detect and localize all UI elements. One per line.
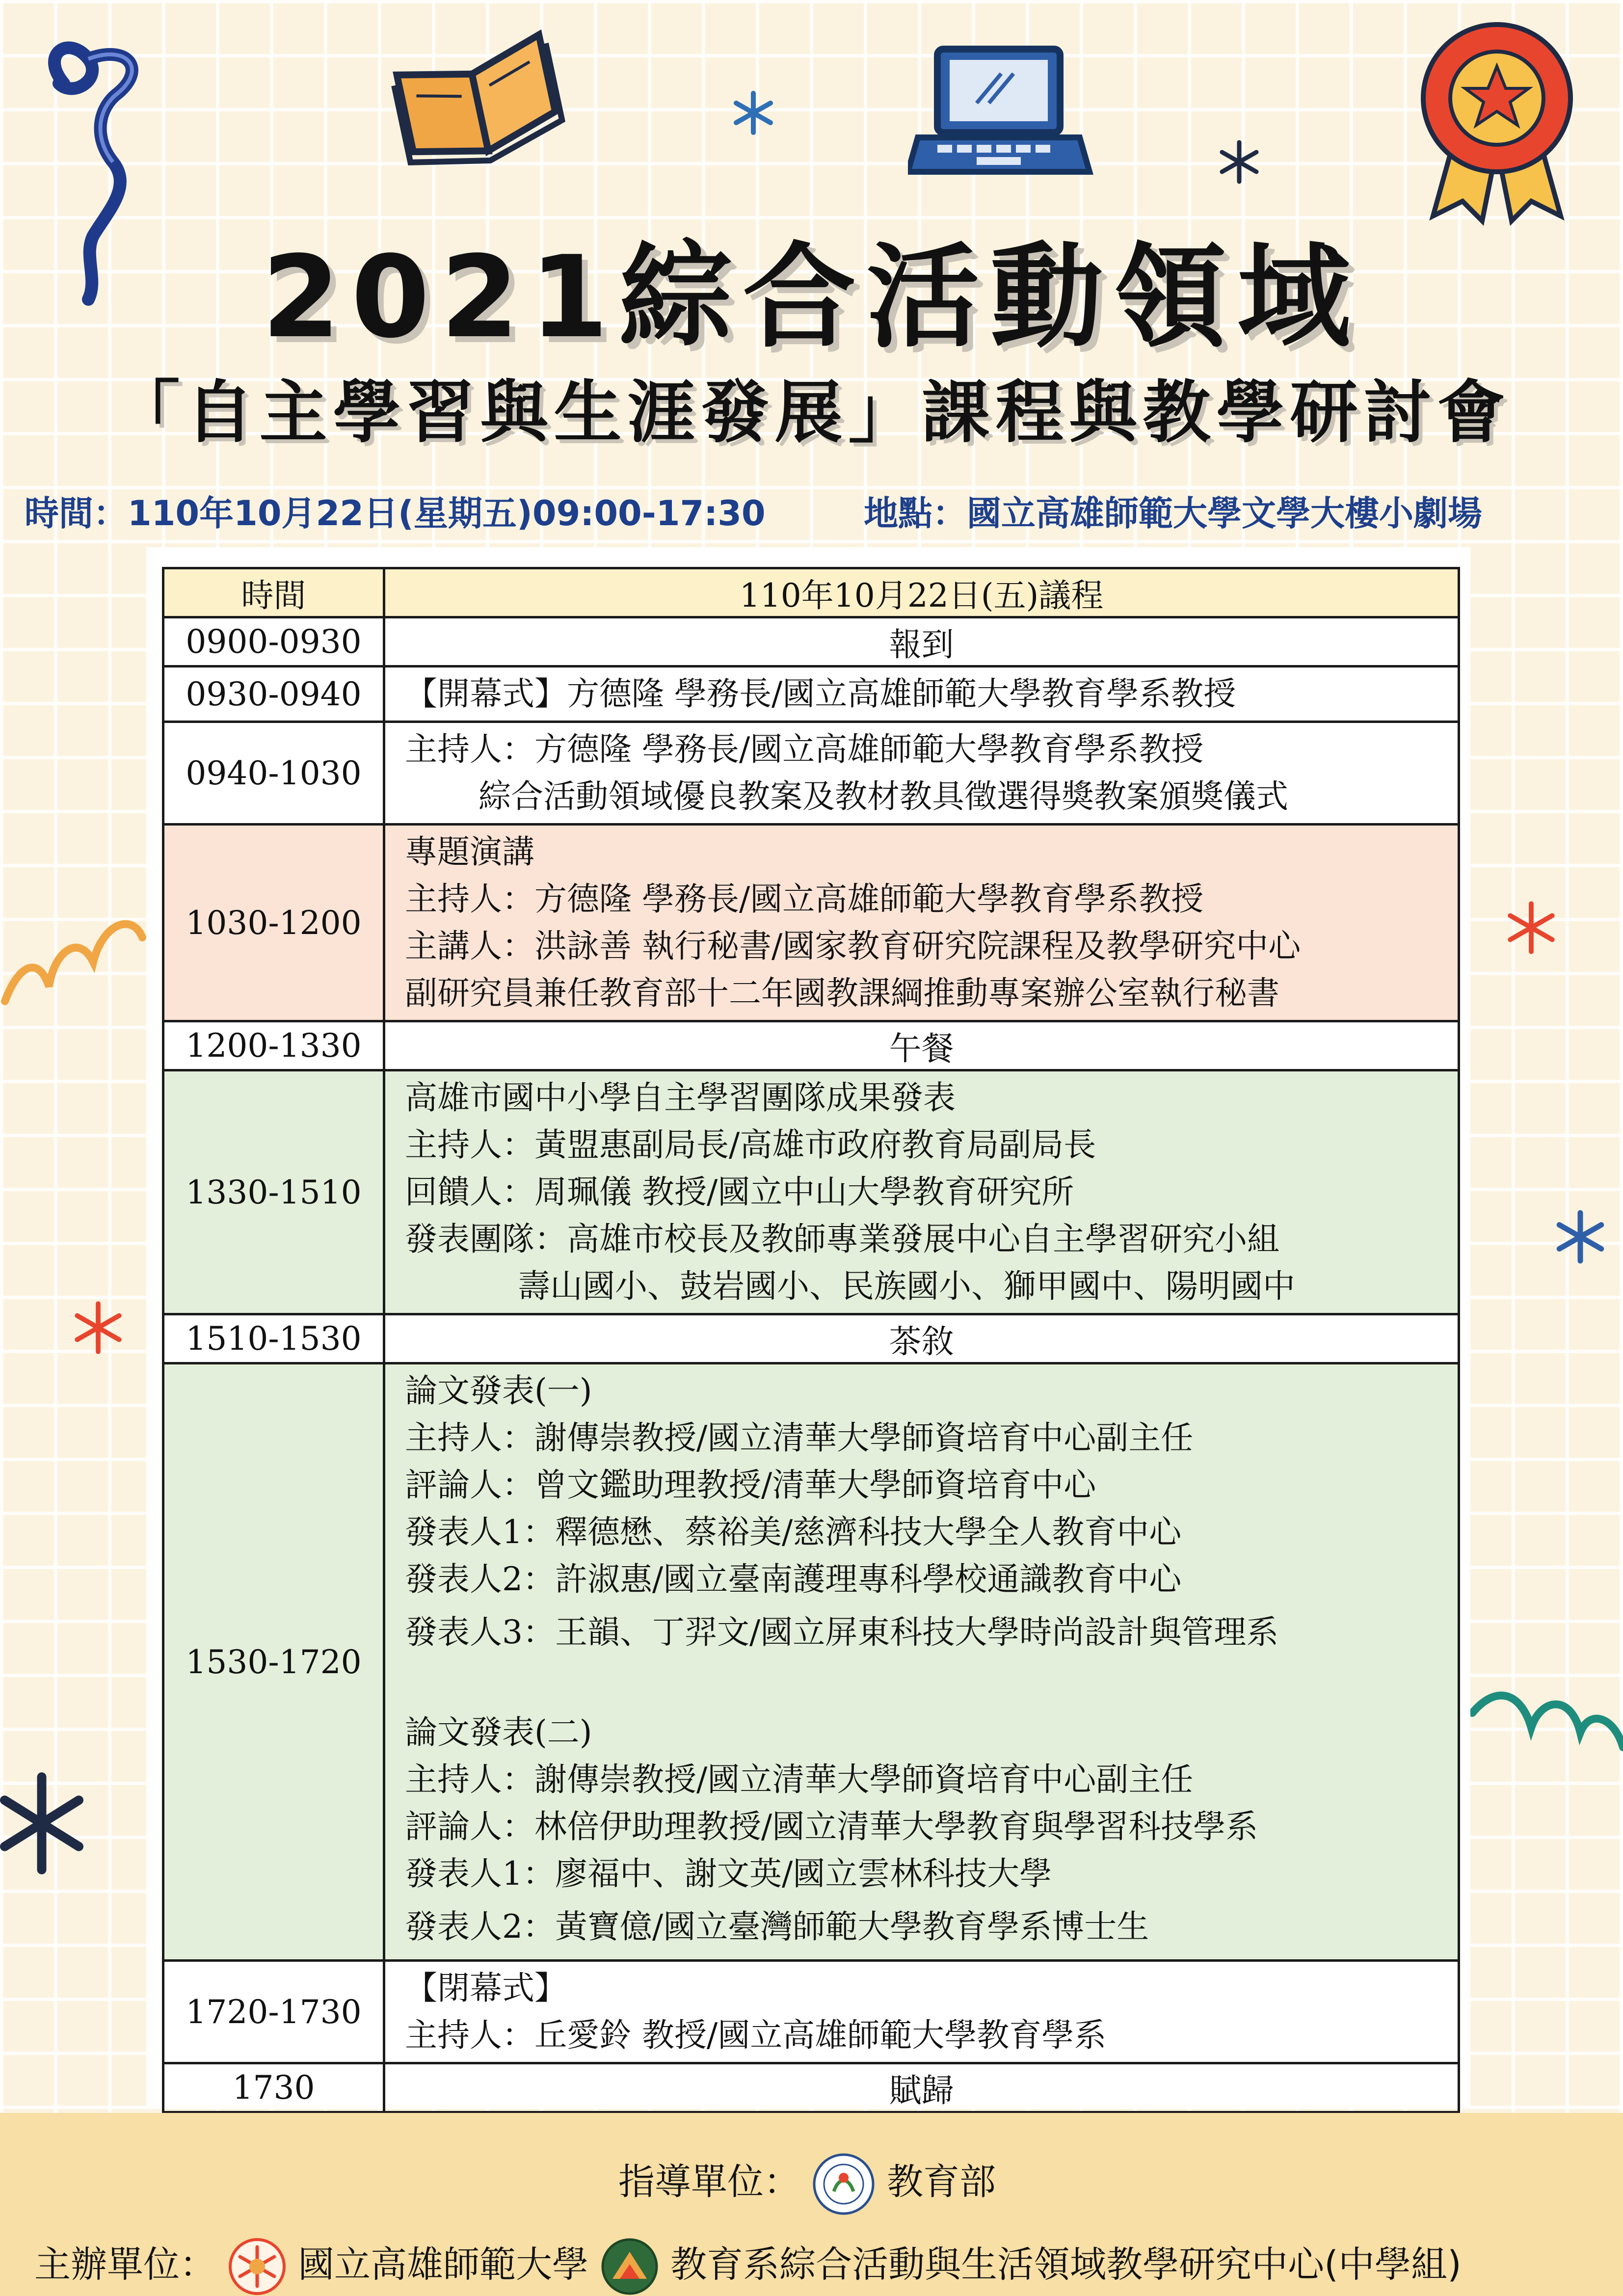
content-line: 主持人：謝傳崇教授/國立清華大學師資培育中心副主任	[405, 1761, 1194, 1798]
agenda-table	[162, 567, 1460, 2113]
host-org-1: 國立高雄師範大學	[298, 2243, 589, 2286]
content-line: 【閉幕式】	[405, 1969, 567, 2007]
agenda-row	[163, 825, 1459, 1021]
content-line: 評論人：曾文鑑助理教授/清華大學師資培育中心	[405, 1466, 1096, 1504]
row-content: 午餐	[384, 1021, 1459, 1070]
content-line: 發表團隊：高雄市校長及教師專業發展中心自主學習研究小組	[405, 1220, 1279, 1258]
nknu-logo-icon	[228, 2237, 287, 2296]
row-content	[384, 1070, 1459, 1314]
row-time: 0900-0930	[163, 617, 384, 667]
event-location: 地點：國立高雄師範大學文學大樓小劇場	[864, 493, 1482, 534]
agenda-row	[163, 722, 1459, 825]
host-org-2: 教育系綜合活動與生活領域教學研究中心(中學組)	[670, 2243, 1462, 2286]
content-line: 發表人3：王韻、丁羿文/國立屏東科技大學時尚設計與管理系	[405, 1613, 1279, 1651]
host-line	[34, 2236, 1462, 2296]
asterisk-icon	[1504, 901, 1558, 955]
row-content: 報到	[384, 617, 1459, 667]
content-line: 高雄市國中小學自主學習團隊成果發表	[405, 1079, 956, 1117]
content-line: 壽山國小、鼓岩國小、民族國小、獅甲國中、陽明國中	[518, 1267, 1295, 1305]
guide-label: 指導單位：	[618, 2161, 800, 2203]
content-line: 綜合活動領域優良教案及教材教具徵選得獎教案頒獎儀式	[479, 777, 1288, 815]
content-line: 主講人：洪詠善 執行秘書/國家教育研究院課程及教學研究中心	[405, 927, 1301, 965]
row-content	[384, 1961, 1459, 2063]
content-line: 副研究員兼任教育部十二年國教課綱推動專案辦公室執行秘書	[405, 974, 1279, 1012]
content-line: 發表人1：釋德懋、蔡裕美/慈濟科技大學全人教育中心	[405, 1513, 1182, 1551]
agenda-row	[163, 1363, 1459, 1961]
content-line: 發表人2：黃寶億/國立臺灣師範大學教育學系博士生	[405, 1908, 1149, 1946]
content-line: 【開幕式】方德隆 學務長/國立高雄師範大學教育學系教授	[405, 675, 1236, 713]
header-date: 110年10月22日(五)議程	[384, 568, 1459, 617]
row-content	[384, 825, 1459, 1021]
content-line: 論文發表(一)	[405, 1372, 592, 1410]
row-time: 1200-1330	[163, 1021, 384, 1070]
asterisk-icon	[1217, 140, 1261, 184]
content-line: 論文發表(二)	[405, 1713, 592, 1751]
content-line: 主持人：丘愛鈴 教授/國立高雄師範大學教育學系	[405, 2016, 1107, 2054]
agenda-row	[163, 667, 1459, 722]
row-content: 茶敘	[384, 1314, 1459, 1363]
row-time: 1730	[163, 2063, 384, 2112]
subtitle: 「自主學習與生涯發展」課程與教學研討會	[112, 373, 1511, 452]
content-line: 回饋人：周珮儀 教授/國立中山大學教育研究所	[405, 1173, 1074, 1211]
host-label: 主辦單位：	[34, 2243, 216, 2286]
asterisk-icon	[1553, 1210, 1607, 1264]
moe-logo-icon	[812, 2152, 876, 2216]
main-title: 2021綜合活動領域	[262, 232, 1361, 363]
row-time: 0930-0940	[163, 667, 384, 722]
guide-org: 教育部	[887, 2161, 996, 2203]
asterisk-icon	[71, 1301, 125, 1355]
row-time: 1030-1200	[163, 825, 384, 1021]
laptop-icon	[908, 39, 1094, 182]
row-time: 1510-1530	[163, 1314, 384, 1363]
agenda-header-row	[163, 568, 1459, 617]
guide-line	[618, 2152, 996, 2216]
asterisk-icon	[731, 91, 775, 135]
content-line: 專題演講	[405, 833, 534, 871]
row-content: 賦歸	[384, 2063, 1459, 2112]
content-line: 發表人1：廖福中、謝文英/國立雲林科技大學	[405, 1855, 1052, 1893]
content-line: 發表人2：許淑惠/國立臺南護理專科學校通識教育中心	[405, 1560, 1182, 1598]
content-line: 主持人：黃盟惠副局長/高雄市政府教育局副局長	[405, 1126, 1096, 1164]
agenda-row	[163, 2063, 1459, 2112]
content-line: 主持人：方德隆 學務長/國立高雄師範大學教育學系教授	[405, 880, 1204, 918]
row-time: 1330-1510	[163, 1070, 384, 1314]
spacer	[405, 1662, 1438, 1709]
agenda-row	[163, 1070, 1459, 1314]
row-content	[384, 1363, 1459, 1961]
asterisk-icon	[0, 1769, 83, 1877]
agenda-row	[163, 1961, 1459, 2063]
row-time: 0940-1030	[163, 722, 384, 825]
row-content	[384, 722, 1459, 825]
squiggle-icon	[1467, 1683, 1623, 1791]
award-medal-icon	[1404, 20, 1590, 226]
event-time: 時間：110年10月22日(星期五)09:00-17:30	[25, 493, 766, 534]
agenda-row	[163, 617, 1459, 667]
content-line: 評論人：林倍伊助理教授/國立清華大學教育與學習科技學系	[405, 1808, 1258, 1845]
header-time: 時間	[163, 568, 384, 617]
row-content	[384, 667, 1459, 722]
agenda-row	[163, 1021, 1459, 1070]
row-time: 1720-1730	[163, 1961, 384, 2063]
content-line: 主持人：方德隆 學務長/國立高雄師範大學教育學系教授	[405, 730, 1204, 768]
center-logo-icon	[600, 2237, 659, 2296]
agenda-row	[163, 1314, 1459, 1363]
row-time: 1530-1720	[163, 1363, 384, 1961]
open-book-icon	[383, 20, 569, 167]
content-line: 主持人：謝傳崇教授/國立清華大學師資培育中心副主任	[405, 1419, 1194, 1457]
squiggle-icon	[0, 903, 147, 1011]
